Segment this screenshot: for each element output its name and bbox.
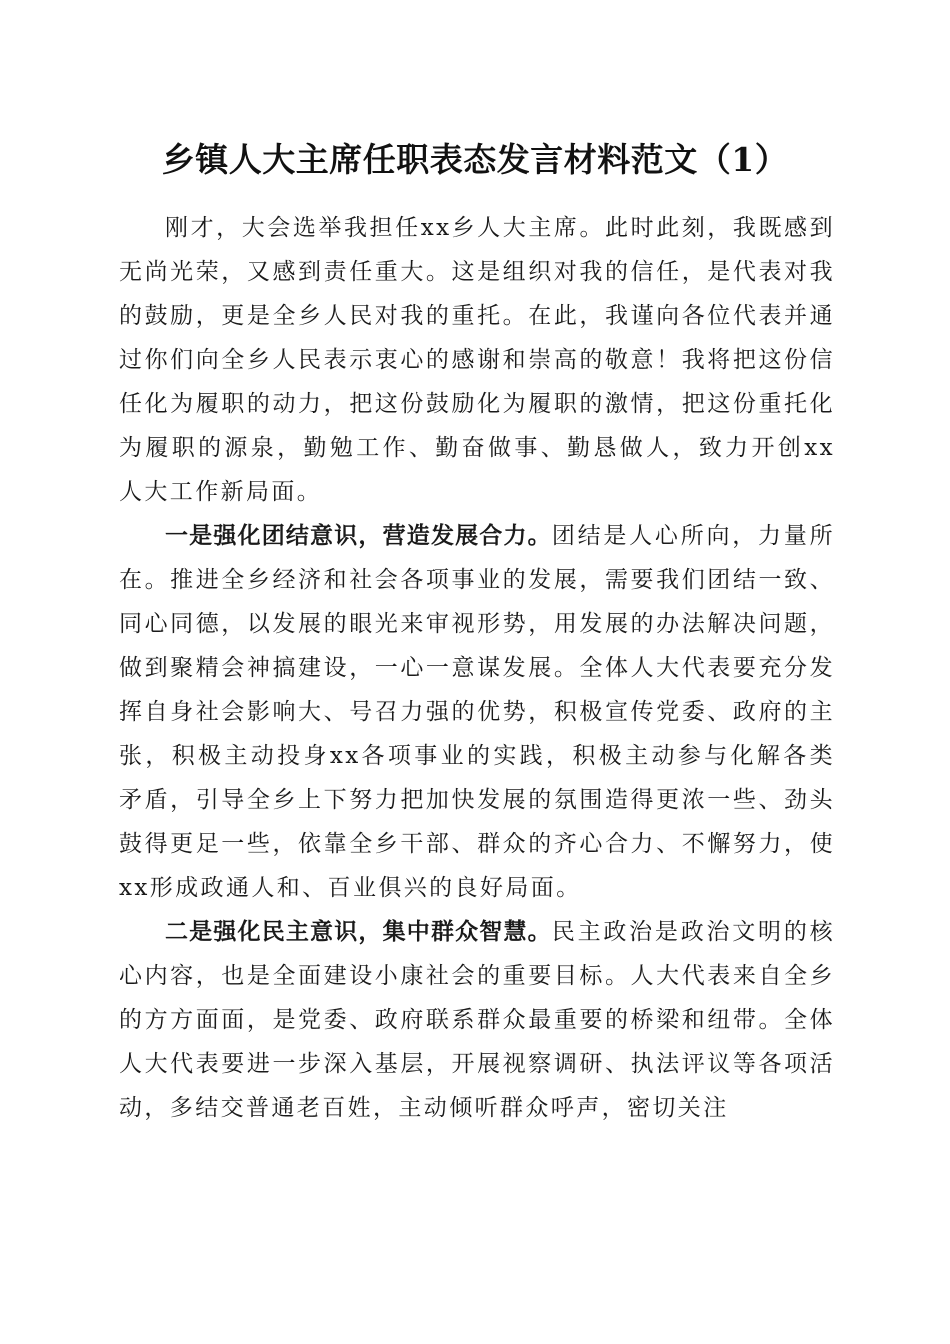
paragraph-point-1 xyxy=(119,514,835,910)
paragraph-point-2 xyxy=(119,910,835,1130)
paragraph-lead: 二是强化民主意识，集中群众智慧。 xyxy=(165,918,552,945)
paragraph-lead: 一是强化团结意识，营造发展合力。 xyxy=(165,522,552,549)
paragraph-text: 民主政治是政治文明的核心内容，也是全面建设小康社会的重要目标。人大代表来自全乡的方方面面，是党委、政府联系群众最重要的桥梁和纽带。全体人大代表要进一步深入基层，开展视察调研、执法评议等各项活动，多结交普通老百姓，主动倾听群众呼声，密切关注 xyxy=(119,919,835,1121)
paragraph-text: 刚才，大会选举我担任xx乡人大主席。此时此刻，我既感到无尚光荣，又感到责任重大。这是组织对我的信任，是代表对我的鼓励，更是全乡人民对我的重托。在此，我谨向各位代表并通过你们向全乡人民表示衷心的感谢和崇高的敬意！我将把这份信任化为履职的动力，把这份鼓励化为履职的激情，把这份重托化为履职的源泉，勤勉工作、勤奋做事、勤恳做人，致力开创xx人大工作新局面。 xyxy=(119,215,835,505)
paragraph-text: 团结是人心所向，力量所在。推进全乡经济和社会各项事业的发展，需要我们团结一致、同心同德，以发展的眼光来审视形势，用发展的办法解决问题，做到聚精会神搞建设，一心一意谋发展。全体人大代表要充分发挥自身社会影响大、号召力强的优势，积极宣传党委、政府的主张，积极主动投身xx各项事业的实践，积极主动参与化解各类矛盾，引导全乡上下努力把加快发展的氛围造得更浓一些、劲头鼓得更足一些，依靠全乡干部、群众的齐心合力、不懈努力，使xx形成政通人和、百业俱兴的良好局面。 xyxy=(119,523,835,901)
document-body xyxy=(119,206,835,1130)
paragraph-intro xyxy=(119,206,835,514)
document-title: 乡镇人大主席任职表态发言材料范文（1） xyxy=(161,140,789,179)
